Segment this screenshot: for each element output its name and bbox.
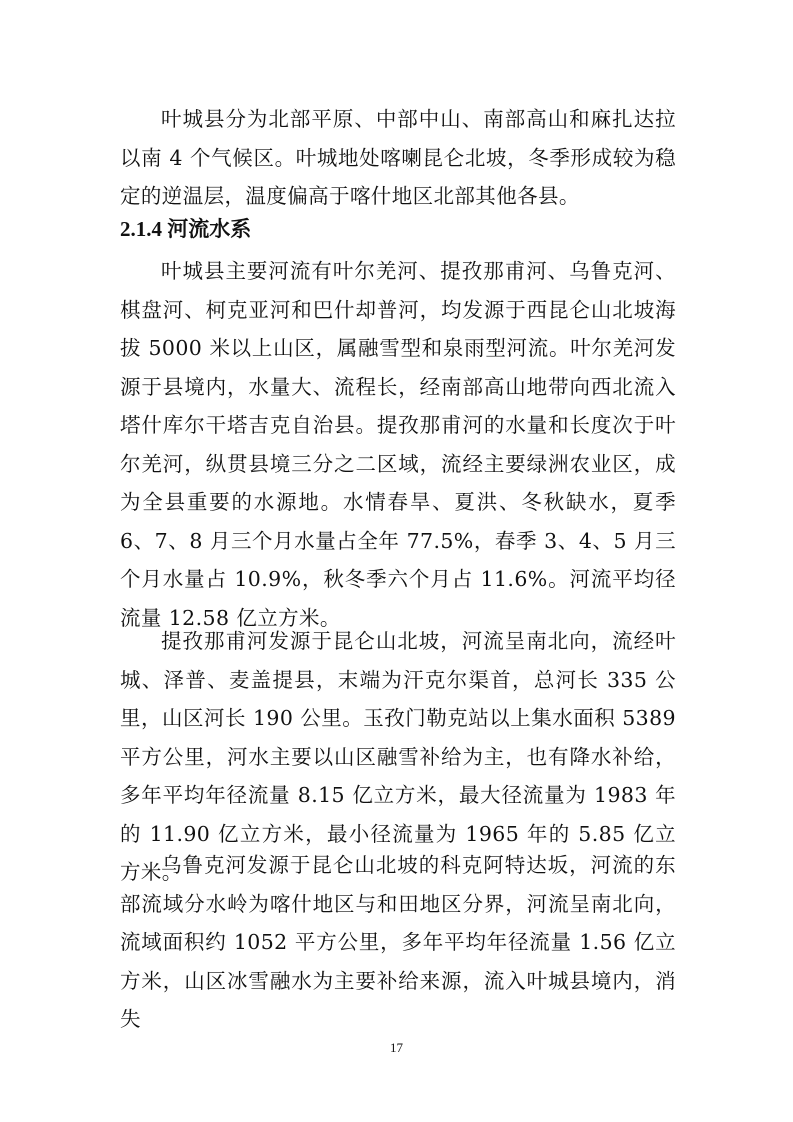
- paragraph-text: 提孜那甫河发源于昆仑山北坡，河流呈南北向，流经叶城、泽普、麦盖提县，末端为汗克尔渠首，总河长 335 公里，山区河长 190 公里。玉孜门勒克站以上集水面积 5389 平方公里，河水主要以山区融雪补给为主，也有降水补给，多年平均年径流量 8.15 亿立方米，最大径流量为 1983 年的 11.90 亿立方米，最小径流量为 1965 年的 5.85 亿立方米。: [120, 629, 676, 884]
- paragraph-river-system: [120, 252, 676, 637]
- page-number: 17: [390, 1040, 403, 1055]
- paragraph-climate-zones: [120, 100, 676, 216]
- paragraph-uluk-river: [120, 846, 676, 1039]
- paragraph-text: 叶城县主要河流有叶尔羌河、提孜那甫河、乌鲁克河、棋盘河、柯克亚河和巴什却普河，均发源于西昆仑山北坡海拔 5000 米以上山区，属融雪型和泉雨型河流。叶尔羌河发源于县境内，水量大、流程长，经南部高山地带向西北流入塔什库尔干塔吉克自治县。提孜那甫河的水量和长度次于叶尔羌河，纵贯县境三分之二区域，流经主要绿洲农业区，成为全县重要的水源地。水情春旱、夏洪、冬秋缺水，夏季 6、7、8 月三个月水量占全年 77.5%，春季 3、4、5 月三个月水量占 10.9%，秋冬季六个月占 11.6%。河流平均径流量 12.58 亿立方米。: [120, 259, 676, 630]
- paragraph-text: 叶城县分为北部平原、中部中山、南部高山和麻扎达拉以南 4 个气候区。叶城地处喀喇昆仑北坡，冬季形成较为稳定的逆温层，温度偏高于喀什地区北部其他各县。: [120, 107, 676, 208]
- section-heading: 2.1.4 河流水系: [120, 217, 252, 241]
- paragraph-text: 乌鲁克河发源于昆仑山北坡的科克阿特达坂，河流的东部流域分水岭为喀什地区与和田地区分界，河流呈南北向，流域面积约 1052 平方公里，多年平均年径流量 1.56 亿立方米，山区冰雪融水为主要补给来源，流入叶城县境内，消失: [120, 853, 676, 1031]
